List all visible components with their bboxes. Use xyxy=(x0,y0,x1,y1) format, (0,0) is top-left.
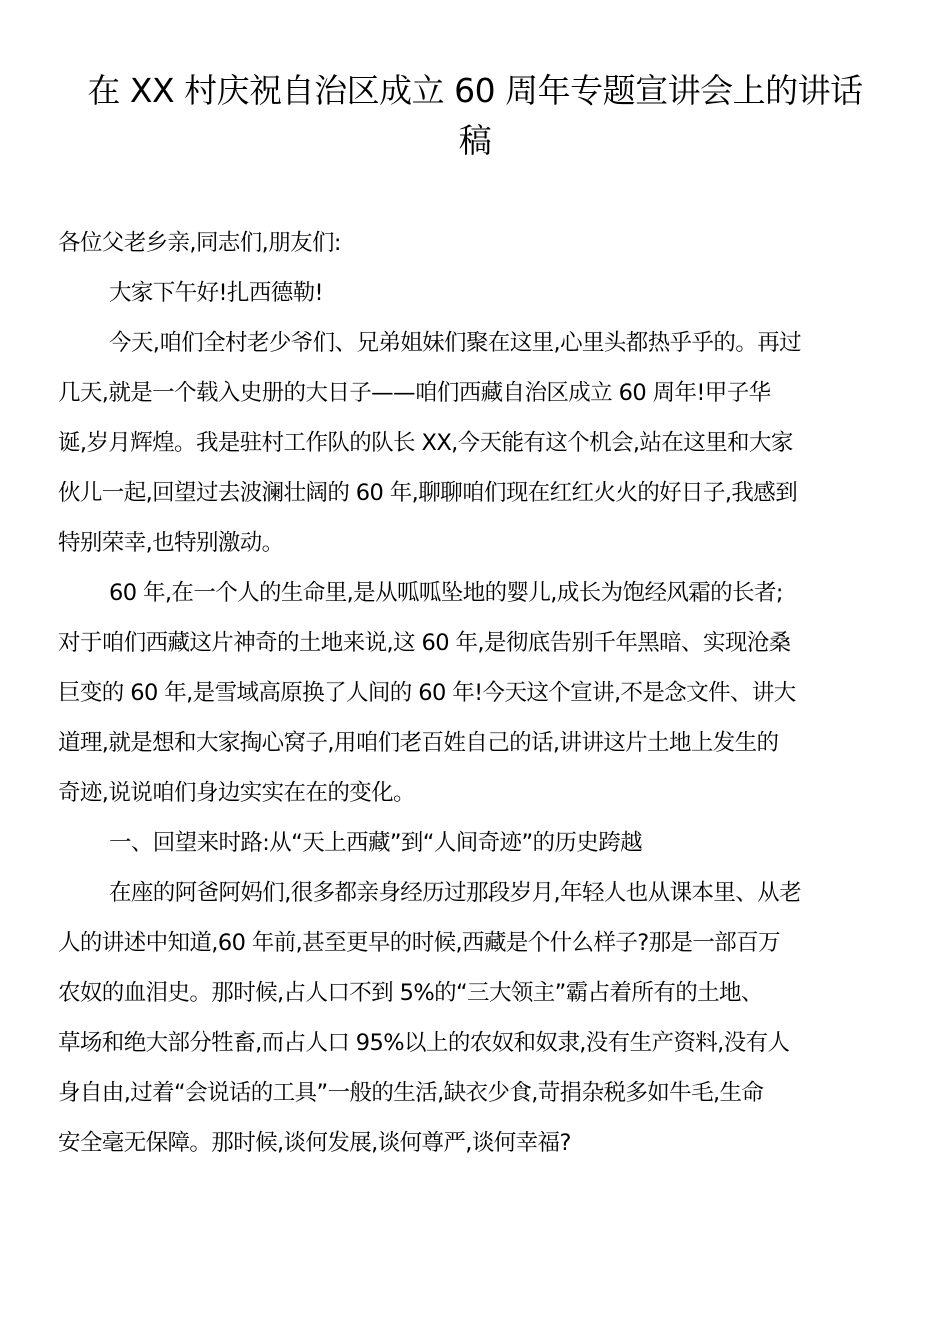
paragraph-line: 几天,就是一个载入史册的大日子——咱们西藏自治区成立 60 周年!甲子华 xyxy=(58,380,771,406)
paragraph-line: 对于咱们西藏这片神奇的土地来说,这 60 年,是彻底告别千年黑暗、实现沧桑 xyxy=(58,630,791,656)
paragraph-line: 在座的阿爸阿妈们,很多都亲身经历过那段岁月,年轻人也从课本里、从老 xyxy=(109,880,802,906)
paragraph-line: 伙儿一起,回望过去波澜壮阔的 60 年,聊聊咱们现在红红火火的好日子,我感到 xyxy=(58,480,798,506)
paragraph-line: 诞,岁月辉煌。我是驻村工作队的队长 XX,今天能有这个机会,站在这里和大家 xyxy=(58,430,793,456)
paragraph-line: 今天,咱们全村老少爷们、兄弟姐妹们聚在这里,心里头都热乎乎的。再过 xyxy=(109,330,802,356)
document-body xyxy=(58,218,898,1168)
title-line: 稿 xyxy=(458,121,492,160)
paragraph-line: 巨变的 60 年,是雪域高原换了人间的 60 年!今天这个宣讲,不是念文件、讲大 xyxy=(58,680,796,706)
document-title xyxy=(40,66,910,166)
paragraph-line: 60 年,在一个人的生命里,是从呱呱坠地的婴儿,成长为饱经风霜的长者; xyxy=(109,580,783,606)
greeting: 大家下午好!扎西德勒! xyxy=(109,280,323,306)
paragraph-line: 农奴的血泪史。那时候,占人口不到 5%的“三大领主”霸占着所有的土地、 xyxy=(58,980,763,1006)
paragraph-line: 奇迹,说说咱们身边实实在在的变化。 xyxy=(58,780,415,806)
paragraph-line: 草场和绝大部分牲畜,而占人口 95%以上的农奴和奴隶,没有生产资料,没有人 xyxy=(58,1030,790,1056)
paragraph-line: 特别荣幸,也特别激动。 xyxy=(58,530,284,556)
paragraph-line: 安全毫无保障。那时候,谈何发展,谈何尊严,谈何幸福? xyxy=(58,1130,571,1156)
section-heading: 一、回望来时路:从“天上西藏”到“人间奇迹”的历史跨越 xyxy=(109,830,643,856)
title-line: 在 XX 村庆祝自治区成立 60 周年专题宣讲会上的讲话 xyxy=(87,71,863,110)
salutation: 各位父老乡亲,同志们,朋友们: xyxy=(58,230,341,256)
paragraph-line: 人的讲述中知道,60 年前,甚至更早的时候,西藏是个什么样子?那是一部百万 xyxy=(58,930,780,956)
paragraph-line: 身自由,过着“会说话的工具”一般的生活,缺衣少食,苛捐杂税多如牛毛,生命 xyxy=(58,1080,764,1106)
paragraph-line: 道理,就是想和大家掏心窝子,用咱们老百姓自己的话,讲讲这片土地上发生的 xyxy=(58,730,779,756)
